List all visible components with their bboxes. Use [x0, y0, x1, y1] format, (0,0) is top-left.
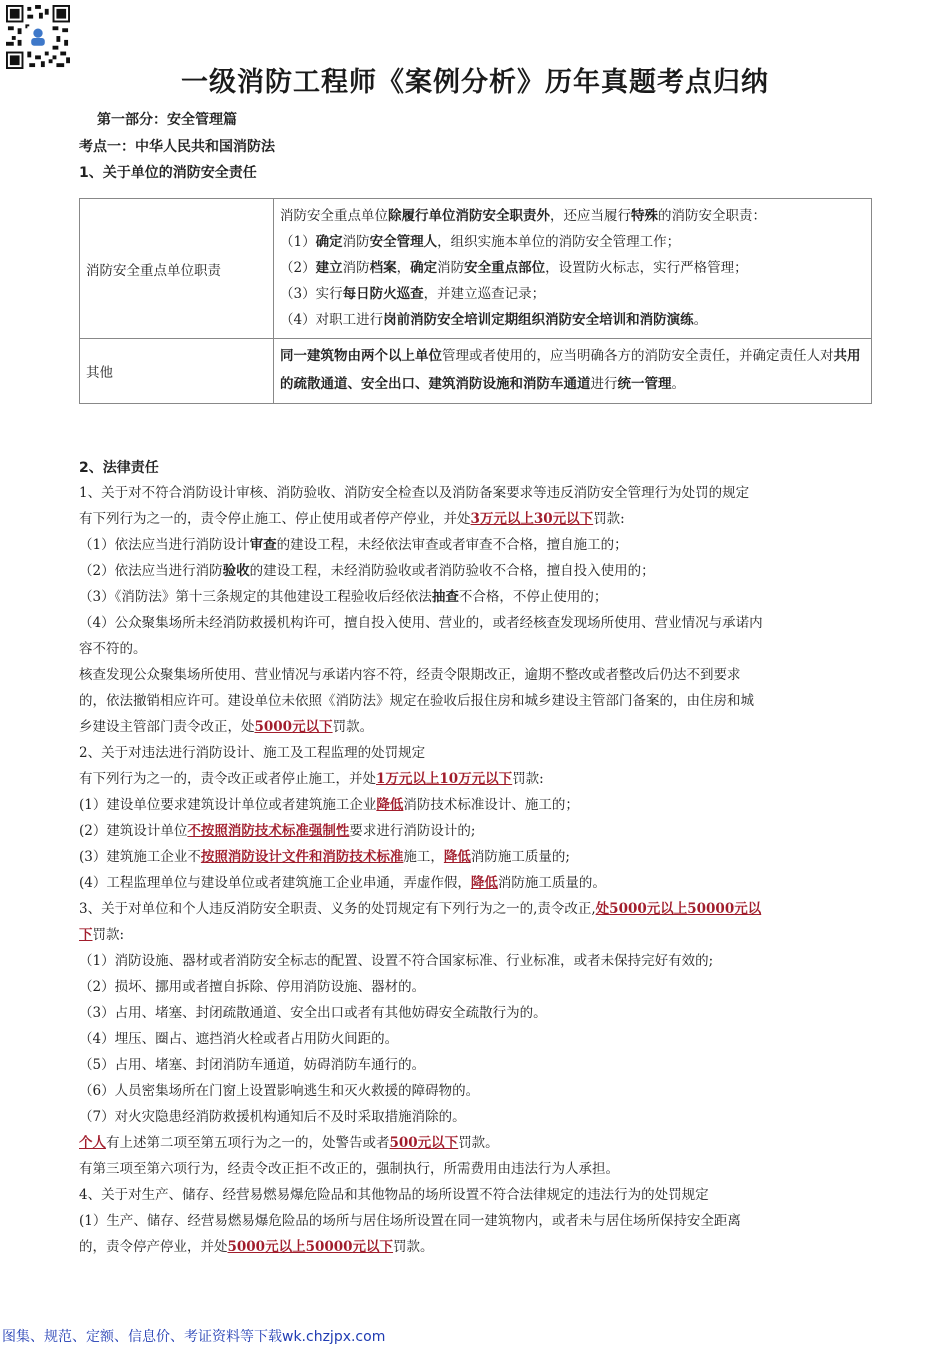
highlight-text: 降低: [470, 875, 498, 891]
body-line: （2）损坏、挪用或者擅自拆除、停用消防设施、器材的。: [79, 979, 426, 995]
text: 的消防安全职责：: [658, 208, 766, 224]
row-label: 其他: [86, 365, 113, 381]
text: 。: [693, 312, 708, 328]
text: 的建设工程，未经消防验收或者消防验收不合格，擅自投入使用的；: [249, 563, 655, 579]
body-line: （4）公众聚集场所未经消防救援机构许可，擅自投入使用、营业的，或者经核查发现场所使用、营业情况与承诺内: [79, 615, 763, 631]
text: 进行: [590, 375, 618, 392]
body-line: [79, 717, 373, 737]
highlight-text: 降低: [443, 849, 471, 865]
table-cell-content: [274, 339, 872, 404]
fine-amount: 5000元以上50000元以下: [227, 1239, 394, 1255]
text: ，设置防火标志，实行严格管理；: [545, 260, 748, 276]
table-cell-label: [80, 339, 274, 404]
table-row: [80, 199, 872, 339]
text: 乡建设主管部门责令改正，处: [79, 719, 255, 735]
other-paragraph: [280, 343, 865, 398]
bold-text: 安全重点部位: [464, 260, 546, 276]
text: 罚款。: [332, 719, 374, 735]
body-line: （3）占用、堵塞、封闭疏散通道、安全出口或者有其他妨碍安全疏散行为的。: [79, 1005, 547, 1021]
part-heading: 第一部分：安全管理篇: [97, 112, 237, 128]
body-line: [79, 821, 475, 841]
fine-amount: 1万元以上10万元以下: [376, 771, 513, 787]
text: （1）依法应当进行消防设计: [79, 537, 250, 553]
duty-line: [280, 307, 865, 333]
text: （3）实行: [280, 286, 343, 302]
highlight-text: 个人: [79, 1135, 106, 1151]
text: 罚款。: [393, 1239, 434, 1255]
body-line: 容不符的。: [79, 641, 147, 657]
body-line: （7）对火灾隐患经消防救援机构通知后不及时采取措施消除的。: [79, 1109, 466, 1125]
bold-text: 抽查: [431, 589, 459, 605]
text: 要求进行消防设计的;: [349, 823, 476, 839]
text: 有下列行为之一的，责令改正或者停止施工，并处: [79, 771, 376, 787]
fine-amount: 5000元以下: [254, 719, 333, 735]
text: 有上述第二项至第五项行为之一的，处警告或者: [106, 1135, 390, 1151]
fine-amount: 处5000元以上50000元以: [595, 901, 762, 917]
bold-text: 每日防火巡查: [342, 286, 424, 302]
section-heading: 2、法律责任: [79, 460, 159, 476]
text: 消防: [342, 234, 370, 250]
table-cell-label: [80, 199, 274, 339]
bold-text: 共用的疏散通道、安全出口、建筑消防设施和消防车通道: [280, 348, 861, 392]
text: ，并建立巡查记录；: [423, 286, 546, 302]
text: 消防安全重点单位: [280, 208, 388, 224]
text: 管理或者使用的，应当明确各方的消防安全责任，并确定责任人对: [442, 348, 834, 364]
text: 罚款:: [593, 511, 625, 527]
text: 消防施工质量的。: [497, 875, 606, 891]
bold-text: 建立: [315, 260, 343, 276]
body-line: [79, 873, 606, 893]
table-row: [80, 339, 872, 404]
highlight-text: 按照消防设计文件和消防技术标准: [200, 849, 404, 865]
body-line: [79, 925, 124, 945]
duty-line: [280, 229, 865, 255]
body-line: [79, 1133, 499, 1153]
duty-line: [280, 281, 865, 307]
text: 罚款。: [458, 1135, 499, 1151]
duty-line: [280, 203, 865, 229]
text: 消防: [342, 260, 370, 276]
text: 。: [671, 375, 685, 392]
text: （2）依法应当进行消防: [79, 563, 223, 579]
bold-text: 除履行单位消防安全职责外: [388, 208, 550, 224]
bold-text: 统一管理: [617, 375, 672, 392]
body-line: [79, 769, 544, 789]
text: 消防施工质量的;: [470, 849, 570, 865]
text: ，: [396, 260, 411, 276]
text: 消防: [437, 260, 465, 276]
body-line: 4、关于对生产、储存、经营易燃易爆危险品和其他物品的场所设置不符合法律规定的违法行为的处罚规定: [79, 1187, 709, 1203]
text: ，还应当履行: [550, 208, 631, 224]
body-line: [79, 899, 761, 919]
footer-download-link[interactable]: 图集、规范、定额、信息价、考证资料等下载wk.chzjpx.com: [2, 1329, 386, 1345]
bold-text: 确定: [410, 260, 438, 276]
bold-text: 档案: [369, 260, 397, 276]
bold-text: 安全管理人: [369, 234, 438, 250]
body-line: [79, 535, 628, 555]
bold-text: 审查: [249, 537, 277, 553]
fine-amount: 下: [79, 927, 93, 943]
text: (4）工程监理单位与建设单位或者建筑施工企业串通，弄虚作假，: [79, 875, 471, 891]
text: （2）: [280, 260, 316, 276]
duty-line: [280, 255, 865, 281]
text: 罚款:: [512, 771, 544, 787]
body-line: 的，依法撤销相应许可。建设单位未依照《消防法》规定在验收后报住房和城乡建设主管部门备案的，由住房和城: [79, 693, 754, 709]
bold-text: 验收: [222, 563, 250, 579]
bold-text: 特殊: [631, 208, 658, 224]
text: (2）建筑设计单位: [79, 823, 188, 839]
text: 的建设工程，未经依法审查或者审查不合格，擅自施工的；: [276, 537, 628, 553]
text: （1）: [280, 234, 316, 250]
section-heading: 1、关于单位的消防安全责任: [79, 165, 257, 181]
text: (3）建筑施工企业不: [79, 849, 201, 865]
fine-amount: 3万元以上30元以下: [470, 511, 594, 527]
body-line: （5）占用、堵塞、封闭消防车通道，妨碍消防车通行的。: [79, 1057, 426, 1073]
body-line: 1、关于对不符合消防设计审核、消防验收、消防安全检查以及消防备案要求等违反消防安全管理行为处罚的规定: [79, 485, 750, 501]
table-cell-content: [274, 199, 872, 339]
body-line: [79, 795, 579, 815]
text: 的，责令停产停业，并处: [79, 1239, 228, 1255]
highlight-text: 不按照消防技术标准强制性: [187, 823, 350, 839]
body-line: (1）生产、储存、经营易燃易爆危险品的场所与居住场所设置在同一建筑物内，或者未与居住场所保持安全距离: [79, 1213, 741, 1229]
responsibility-table: [79, 198, 872, 404]
body-line: 核查发现公众聚集场所使用、营业情况与承诺内容不符，经责令限期改正，逾期不整改或者整改后仍达不到要求: [79, 667, 741, 683]
body-line: [79, 1237, 434, 1257]
text: 3、关于对单位和个人违反消防安全职责、义务的处罚规定有下列行为之一的,责令改正,: [79, 901, 596, 917]
bold-text: 岗前消防安全培训定期组织消防安全培训和消防演练: [383, 312, 694, 328]
text: ，组织实施本单位的消防安全管理工作；: [437, 234, 681, 250]
text: （3）《消防法》第十三条规定的其他建设工程验收后经依法: [79, 589, 432, 605]
highlight-text: 降低: [376, 797, 404, 813]
body-line: [79, 847, 570, 867]
text: 不合格，不停止使用的；: [458, 589, 608, 605]
text: 有下列行为之一的，责令停止施工、停止使用或者停产停业，并处: [79, 511, 471, 527]
body-line: （1）消防设施、器材或者消防安全标志的配置、设置不符合国家标准、行业标准，或者未保持完好有效的;: [79, 953, 714, 969]
body-line: 有第三项至第六项行为，经责令改正拒不改正的，强制执行，所需费用由违法行为人承担。: [79, 1161, 619, 1177]
body-line: 2、关于对违法进行消防设计、施工及工程监理的处罚规定: [79, 745, 426, 761]
text: 施工，: [403, 849, 444, 865]
page-title: 一级消防工程师《案例分析》历年真题考点归纳: [181, 67, 769, 98]
text: 消防技术标准设计、施工的；: [403, 797, 579, 813]
body-line: [79, 509, 625, 529]
point-heading: 考点一：中华人民共和国消防法: [79, 139, 275, 155]
text: （4）对职工进行: [280, 312, 384, 328]
bold-text: 确定: [315, 234, 343, 250]
row-label: 消防安全重点单位职责: [86, 262, 221, 279]
fine-amount: 500元以下: [389, 1135, 459, 1151]
bold-text: 同一建筑物由两个以上单位: [280, 348, 442, 364]
body-line: （6）人员密集场所在门窗上设置影响逃生和灭火救援的障碍物的。: [79, 1083, 480, 1099]
body-line: （4）埋压、圈占、遮挡消火栓或者占用防火间距的。: [79, 1031, 399, 1047]
text: (1）建设单位要求建筑设计单位或者建筑施工企业: [79, 797, 377, 813]
body-line: [79, 587, 607, 607]
text: 罚款:: [92, 927, 125, 943]
body-line: [79, 561, 655, 581]
